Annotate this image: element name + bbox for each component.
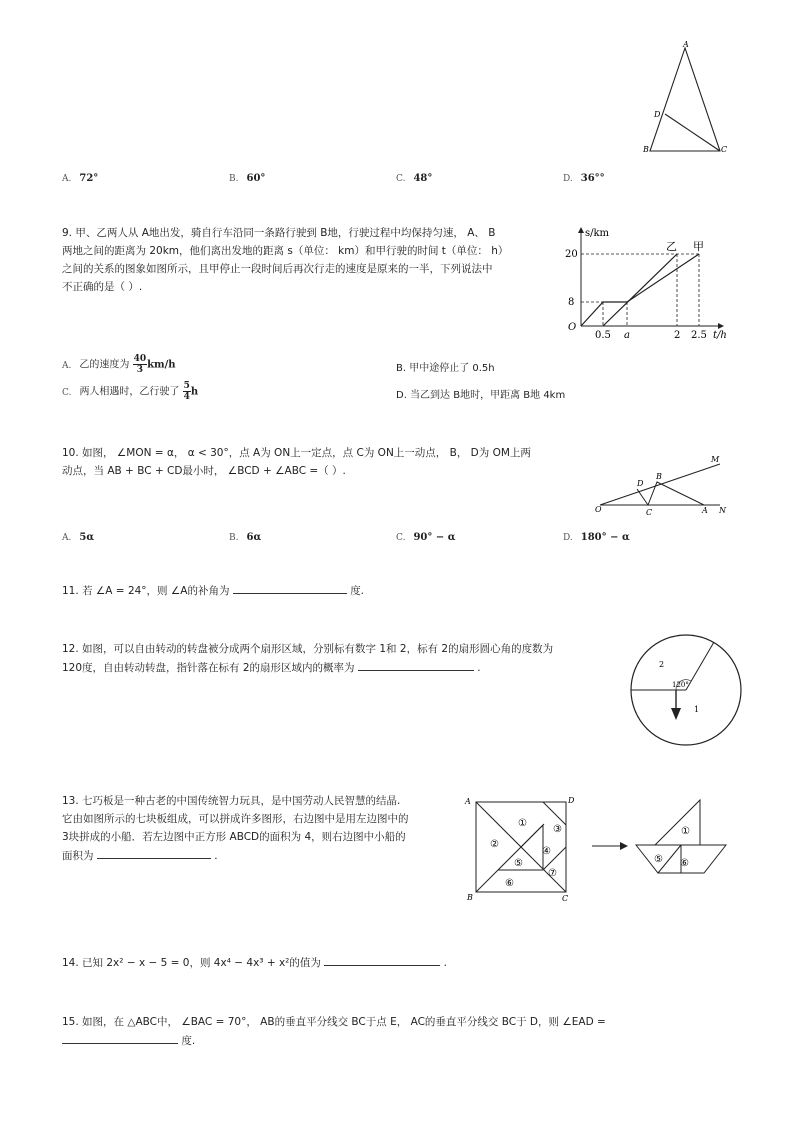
label-b: B <box>467 893 473 902</box>
q13-stem <box>62 792 457 865</box>
label-c: C <box>562 894 569 903</box>
q10-option-c[interactable]: C. 90° − α <box>396 532 456 543</box>
segment-dc <box>665 114 720 151</box>
ray-om <box>600 464 720 505</box>
label-a: A <box>702 506 708 515</box>
piece-1: ① <box>518 818 527 829</box>
q9-distance-time-graph <box>563 222 741 346</box>
x-axis-label: t/h <box>713 330 727 341</box>
boat-piece-1: ① <box>681 826 690 837</box>
q13-boat-figure <box>632 796 732 878</box>
q13-line-1: 13. 七巧板是一种古老的中国传统智力玩具，是中国劳动人民智慧的结晶. <box>62 795 401 807</box>
x-tick-05: 0.5 <box>595 330 611 341</box>
piece-7: ⑦ <box>548 868 557 879</box>
fraction-5-4: $\frac{5}{4}$ <box>183 381 190 402</box>
triangle-abc <box>650 48 720 151</box>
label-d: D <box>654 110 661 119</box>
sector-boundary-upper <box>686 642 714 690</box>
path-abcd <box>637 482 704 505</box>
q9-option-d[interactable]: D. 当乙到达 B地时，甲距离 B地 4km <box>396 390 566 401</box>
label-d: D <box>568 796 575 805</box>
pointer-arrow-icon <box>671 708 681 720</box>
q14-answer-blank[interactable] <box>324 953 440 966</box>
q12-spinner-figure <box>624 632 748 750</box>
q8-triangle-figure <box>640 38 740 158</box>
q15-stem <box>62 1013 742 1050</box>
boat-piece-6: ⑥ <box>680 858 689 869</box>
q11-answer-blank[interactable] <box>233 581 347 594</box>
label-c: C <box>646 508 653 517</box>
q10-option-d[interactable]: D. 180° − α <box>563 532 630 543</box>
label-b: B <box>643 145 649 154</box>
q9-stem <box>62 224 552 296</box>
label-a: A <box>465 797 471 806</box>
q9-option-b[interactable]: B. 甲中途停止了 0.5h <box>396 363 495 374</box>
q9-option-c[interactable]: C. 两人相遇时，乙行驶了 $\frac{5}{4}$ h <box>62 381 199 402</box>
q8-option-a[interactable]: A. 72° <box>62 173 99 184</box>
series-label-jia: 甲 <box>693 240 704 253</box>
series-label-yi: 乙 <box>666 240 677 253</box>
q10-stem <box>62 444 582 480</box>
arrow-right-icon <box>590 840 630 852</box>
q15-line-1: 15. 如图，在 △ABC中， ∠BAC = 70°， AB的垂直平分线交 BC于点 E， AC的垂直平分线交 BC于 D，则 ∠EAD = <box>62 1016 606 1028</box>
origin-label: O <box>568 322 577 333</box>
piece-6: ⑥ <box>505 878 514 889</box>
q9-line-4: 不正确的是（ ）. <box>62 281 143 293</box>
label-m: M <box>711 455 720 464</box>
piece-3: ③ <box>553 824 562 835</box>
boat-piece-5: ⑤ <box>654 854 663 865</box>
q11-stem: 11. 若 ∠A = 24°，则 ∠A的补角为 度. <box>62 581 364 600</box>
q13-line-2: 它由如图所示的七块板组成，可以拼成许多图形，右边图中是用左边图中的 <box>62 813 409 825</box>
q10-option-b[interactable]: B. 6α <box>229 532 262 543</box>
q13-tangram-figure <box>462 794 582 906</box>
label-c: C <box>721 145 728 154</box>
sector-label-1: 1 <box>694 705 700 714</box>
sector-label-2: 2 <box>659 660 665 669</box>
label-b: B <box>656 472 662 481</box>
q12-stem <box>62 640 622 677</box>
q10-line-2: 动点，当 AB + BC + CD最小时， ∠BCD + ∠ABC =（ ）. <box>62 465 346 477</box>
y-tick-20: 20 <box>565 249 578 260</box>
q12-answer-blank[interactable] <box>358 658 474 671</box>
x-tick-2: 2 <box>674 330 681 341</box>
q15-line-2: 度. <box>62 1031 742 1050</box>
piece-5: ⑤ <box>514 858 523 869</box>
cut-top <box>543 802 566 825</box>
label-n: N <box>719 506 726 515</box>
q8-option-c[interactable]: C. 48° <box>396 173 433 184</box>
q15-answer-blank[interactable] <box>62 1031 178 1044</box>
y-tick-8: 8 <box>568 297 575 308</box>
q13-answer-blank[interactable] <box>97 846 211 859</box>
q10-angle-figure <box>592 450 732 520</box>
x-tick-a: a <box>624 330 630 341</box>
q10-line-1: 10. 如图， ∠MON = α， α < 30°，点 A为 ON上一定点，点 C为 ON上一动点， B， D为 OM上两 <box>62 447 531 459</box>
angle-label: 120° <box>672 681 689 689</box>
q12-line-2: 120度，自由转动转盘，指针落在标有 2的扇形区域内的概率为 . <box>62 658 622 677</box>
q9-option-a[interactable]: A. 乙的速度为 $\frac{40}{3}$ km/h <box>62 354 176 375</box>
q12-line-1: 12. 如图，可以自由转动的转盘被分成两个扇形区域，分别标有数字 1和 2，标有 2的扇形圆心角的度数为 <box>62 643 554 655</box>
x-tick-25: 2.5 <box>691 330 707 341</box>
label-a: A <box>683 40 689 49</box>
piece-2: ② <box>490 839 499 850</box>
series-yi-line <box>603 254 677 326</box>
label-d: D <box>637 479 644 488</box>
piece-4: ④ <box>542 846 551 857</box>
y-axis-label: s/km <box>585 228 610 239</box>
q10-option-a[interactable]: A. 5α <box>62 532 95 543</box>
q8-option-d[interactable]: D. 36°° <box>563 173 605 184</box>
q13-line-3: 3块拼成的小船．若左边图中正方形 ABCD的面积为 4，则右边图中小船的 <box>62 831 406 843</box>
q9-line-3: 之间的关系的图象如图所示，且甲停止一段时间后再次行走的速度是原来的一半，下列说法中 <box>62 263 493 275</box>
q14-stem: 14. 已知 2x² − x − 5 = 0，则 4x⁴ − 4x³ + x²的值为 . <box>62 953 447 972</box>
q13-line-4: 面积为 . <box>62 846 457 865</box>
q9-line-2: 两地之间的距离为 20km，他们离出发地的距离 s（单位： km）和甲行驶的时间 t（单位： h） <box>62 245 509 257</box>
q9-line-1: 9. 甲、乙两人从 A地出发，骑自行车沿同一条路行驶到 B地，行驶过程中均保持匀速， A、 B <box>62 227 496 239</box>
q8-option-b[interactable]: B. 60° <box>229 173 266 184</box>
boat-sail <box>655 800 700 845</box>
fraction-40-3: $\frac{40}{3}$ <box>133 354 147 375</box>
label-o: O <box>595 505 602 514</box>
